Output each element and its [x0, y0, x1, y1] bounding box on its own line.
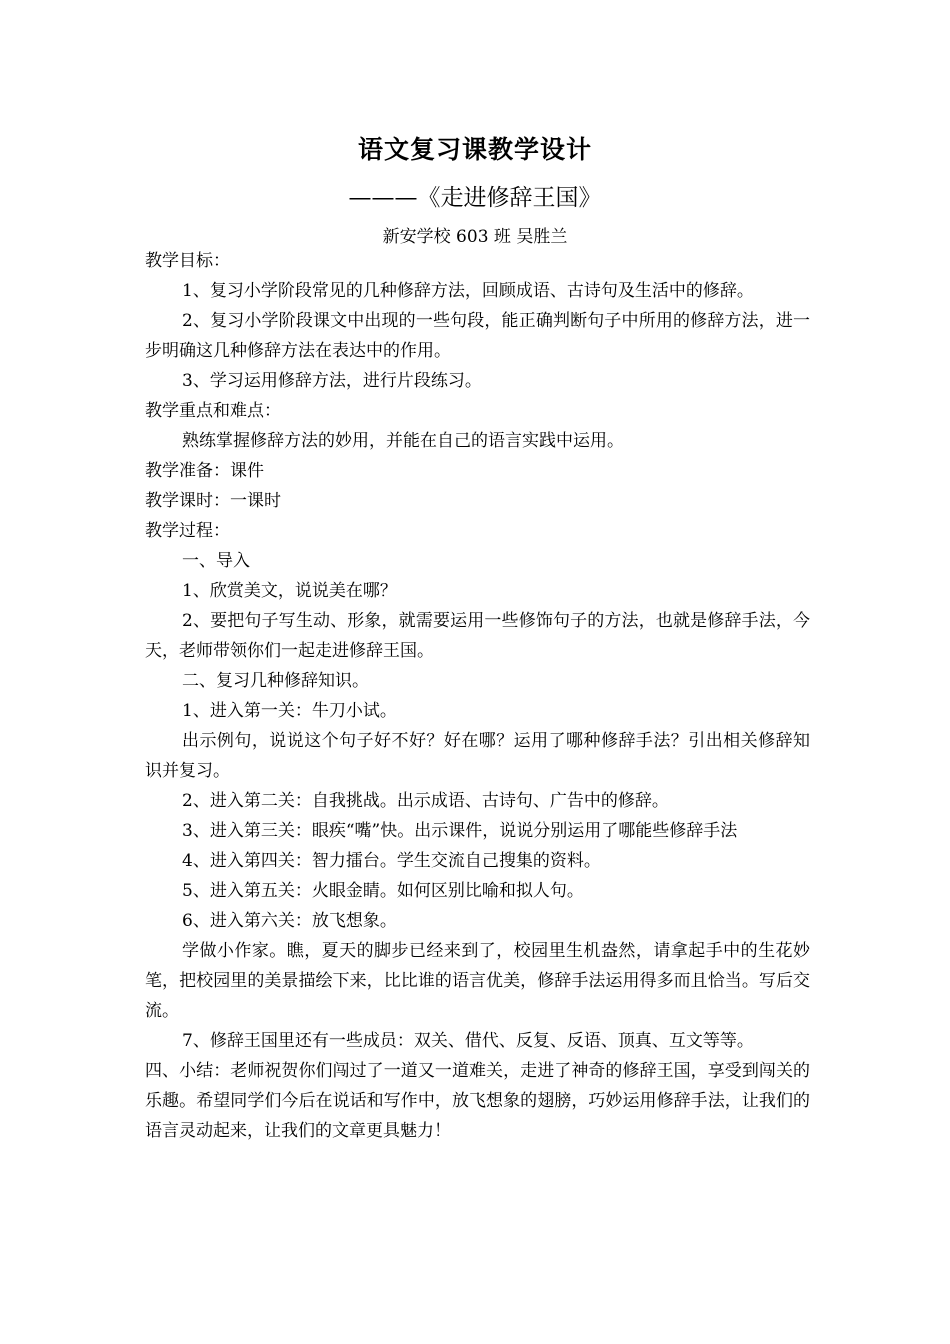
- process-item: 2、进入第二关：自我挑战。出示成语、古诗句、广告中的修辞。: [182, 791, 669, 811]
- process-item: 1、进入第一关：牛刀小试。: [182, 701, 397, 721]
- author-line: 新安学校 603 班 吴胜兰: [382, 227, 568, 247]
- preparation-line: 教学准备：课件: [145, 461, 264, 481]
- objective-item: 2、复习小学阶段课文中出现的一些句段，能正确判断句子中所用的修辞方法，进一步明确这几种修辞方法在表达中的作用。: [145, 311, 810, 361]
- document-subtitle: ———《走进修辞王国》: [348, 185, 602, 211]
- section-heading-process: 教学过程：: [145, 521, 230, 541]
- process-item: 7、修辞王国里还有一些成员：双关、借代、反复、反语、顶真、互文等等。: [182, 1031, 754, 1051]
- document-title: 语文复习课教学设计: [357, 135, 592, 164]
- process-item: 2、要把句子写生动、形象，就需要运用一些修饰句子的方法，也就是修辞手法，今天，老师带领你们一起走进修辞王国。: [145, 611, 810, 661]
- process-step-heading: 二、复习几种修辞知识。: [182, 671, 369, 691]
- process-item: 3、进入第三关：眼疾“嘴”快。出示课件，说说分别运用了哪能些修辞手法: [182, 821, 738, 841]
- process-item: 5、进入第五关：火眼金睛。如何区别比喻和拟人句。: [182, 881, 584, 901]
- process-item: 4、进入第四关：智力擂台。学生交流自己搜集的资料。: [182, 851, 601, 871]
- summary-paragraph: 四、小结：老师祝贺你们闯过了一道又一道难关，走进了神奇的修辞王国，享受到闯关的乐趣。希望同学们今后在说话和写作中，放飞想象的翅膀，巧妙运用修辞手法，让我们的语言灵动起来，让我们的文章更具魅力！: [145, 1061, 810, 1141]
- objective-item: 1、复习小学阶段常见的几种修辞方法，回顾成语、古诗句及生活中的修辞。: [182, 281, 754, 301]
- objective-item: 3、学习运用修辞方法，进行片段练习。: [182, 371, 482, 391]
- document-body: [145, 246, 810, 1146]
- process-item: 出示例句，说说这个句子好不好？好在哪？运用了哪种修辞手法？引出相关修辞知识并复习。: [145, 731, 810, 781]
- process-item: 1、欣赏美文，说说美在哪？: [182, 581, 397, 601]
- process-item: 6、进入第六关：放飞想象。: [182, 911, 397, 931]
- class-hours-line: 教学课时：一课时: [145, 491, 281, 511]
- key-points-text: 熟练掌握修辞方法的妙用，并能在自己的语言实践中运用。: [182, 431, 624, 451]
- process-step-heading: 一、导入: [182, 551, 250, 571]
- section-heading-objectives: 教学目标：: [145, 251, 230, 271]
- section-heading-key-points: 教学重点和难点：: [145, 401, 281, 421]
- process-item: 学做小作家。瞧，夏天的脚步已经来到了，校园里生机盎然，请拿起手中的生花妙笔，把校园里的美景描绘下来，比比谁的语言优美，修辞手法运用得多而且恰当。写后交流。: [145, 941, 810, 1021]
